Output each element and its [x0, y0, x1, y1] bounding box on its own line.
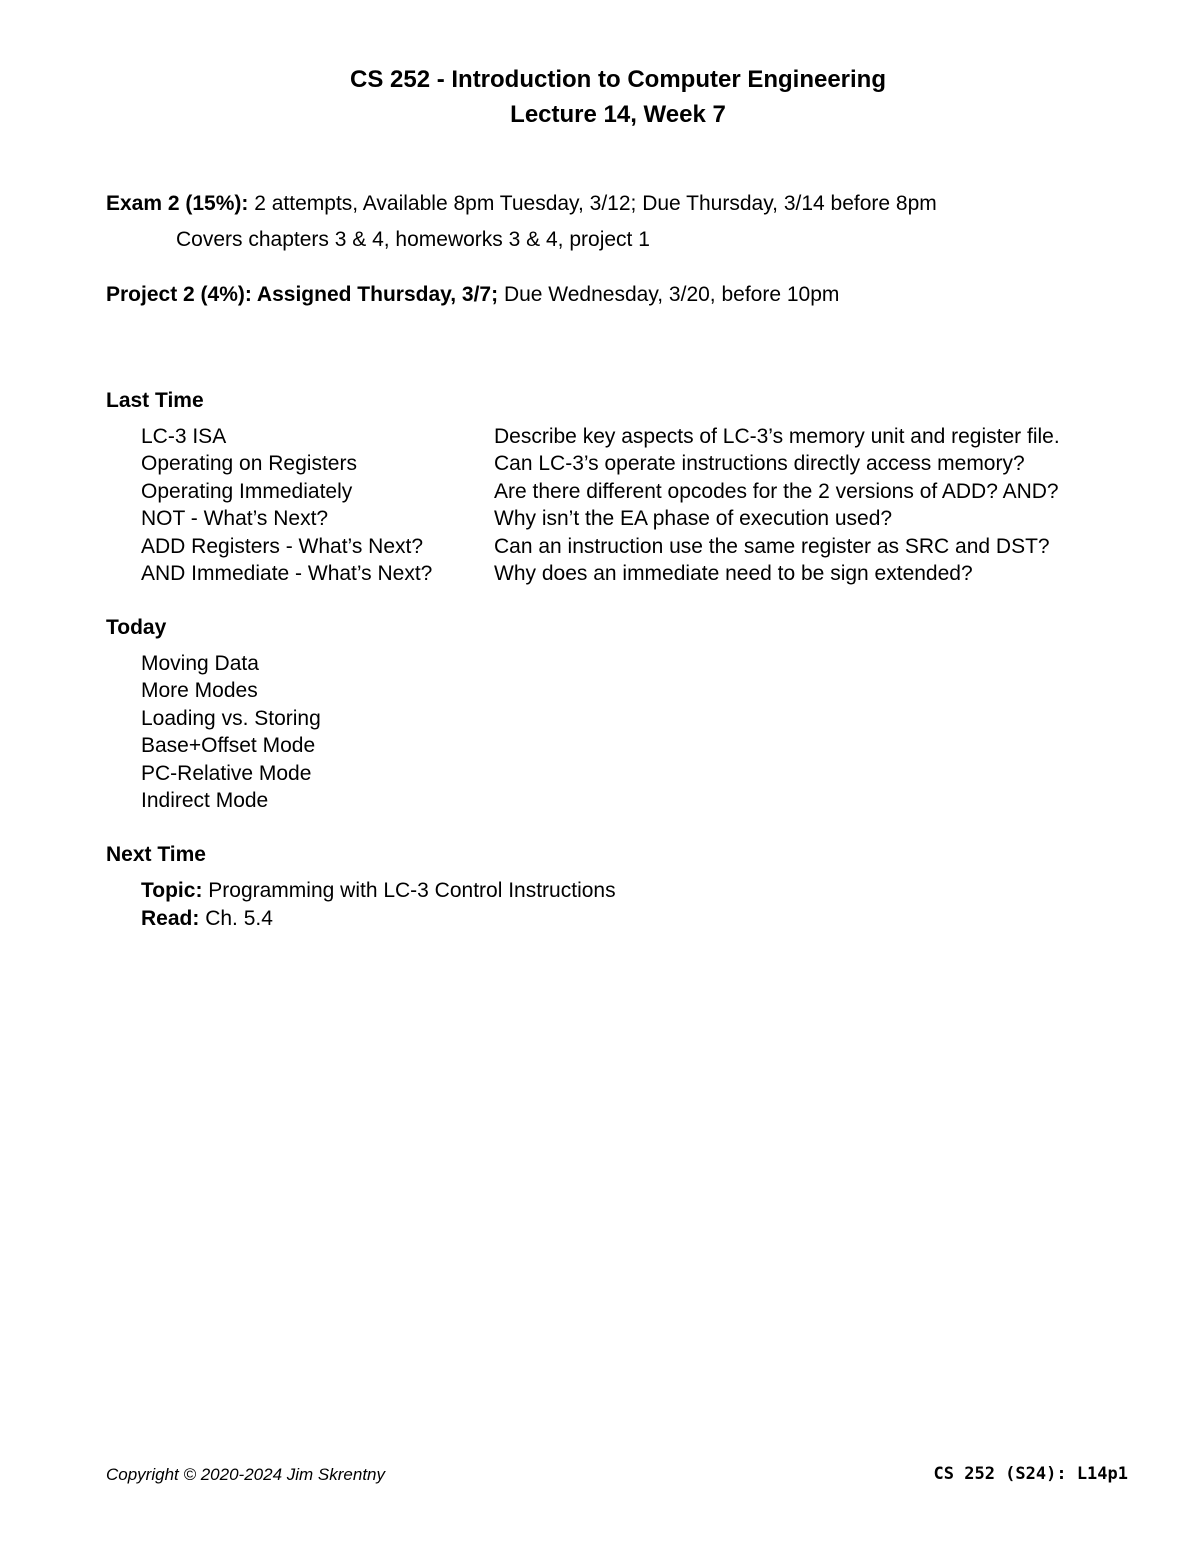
last-time-topic: NOT - What’s Next? [141, 507, 329, 530]
today-heading: Today [106, 616, 167, 639]
today-item: Indirect Mode [141, 789, 269, 812]
exam-label: Exam 2 (15%): [106, 192, 249, 215]
next-time-topic [141, 877, 616, 905]
last-time-question: Are there different opcodes for the 2 versions of ADD? AND? [494, 480, 1059, 503]
page-subtitle: Lecture 14, Week 7 [510, 101, 726, 128]
today-item: Base+Offset Mode [141, 734, 316, 757]
exam-announcement [106, 190, 937, 218]
today-item: PC-Relative Mode [141, 762, 312, 785]
last-time-topic: AND Immediate - What’s Next? [141, 562, 433, 585]
next-time-heading: Next Time [106, 843, 206, 866]
read-value: Ch. 5.4 [199, 907, 273, 930]
page-reference: CS 252 (S24): L14p1 [933, 1464, 1128, 1484]
last-time-question: Can LC-3’s operate instructions directly access memory? [494, 452, 1025, 475]
project-label: Project 2 (4%): Assigned Thursday, 3/7; [106, 283, 499, 306]
last-time-question: Why does an immediate need to be sign extended? [494, 562, 973, 585]
last-time-heading: Last Time [106, 389, 204, 412]
read-label: Read: [141, 907, 200, 930]
last-time-topic: LC-3 ISA [141, 425, 227, 448]
last-time-question: Why isn’t the EA phase of execution used? [494, 507, 893, 530]
last-time-topic: Operating Immediately [141, 480, 353, 503]
copyright-notice: Copyright © 2020-2024 Jim Skrentny [106, 1465, 385, 1484]
last-time-question: Describe key aspects of LC-3’s memory unit and register file. [494, 425, 1060, 448]
last-time-question: Can an instruction use the same register as SRC and DST? [494, 535, 1050, 558]
topic-value: Programming with LC-3 Control Instructions [202, 879, 616, 902]
today-item: More Modes [141, 679, 258, 702]
page-title: CS 252 - Introduction to Computer Engineering [349, 66, 886, 93]
project-announcement [106, 281, 839, 309]
today-item: Loading vs. Storing [141, 707, 321, 730]
exam-details: 2 attempts, Available 8pm Tuesday, 3/12; Due Thursday, 3/14 before 8pm [248, 192, 937, 215]
exam-coverage: Covers chapters 3 & 4, homeworks 3 & 4, project 1 [176, 228, 650, 251]
next-time-reading [141, 905, 273, 933]
topic-label: Topic: [141, 879, 203, 902]
last-time-topic: Operating on Registers [141, 452, 357, 475]
last-time-topic: ADD Registers - What’s Next? [141, 535, 424, 558]
today-item: Moving Data [141, 652, 259, 675]
project-details: Due Wednesday, 3/20, before 10pm [498, 283, 840, 306]
